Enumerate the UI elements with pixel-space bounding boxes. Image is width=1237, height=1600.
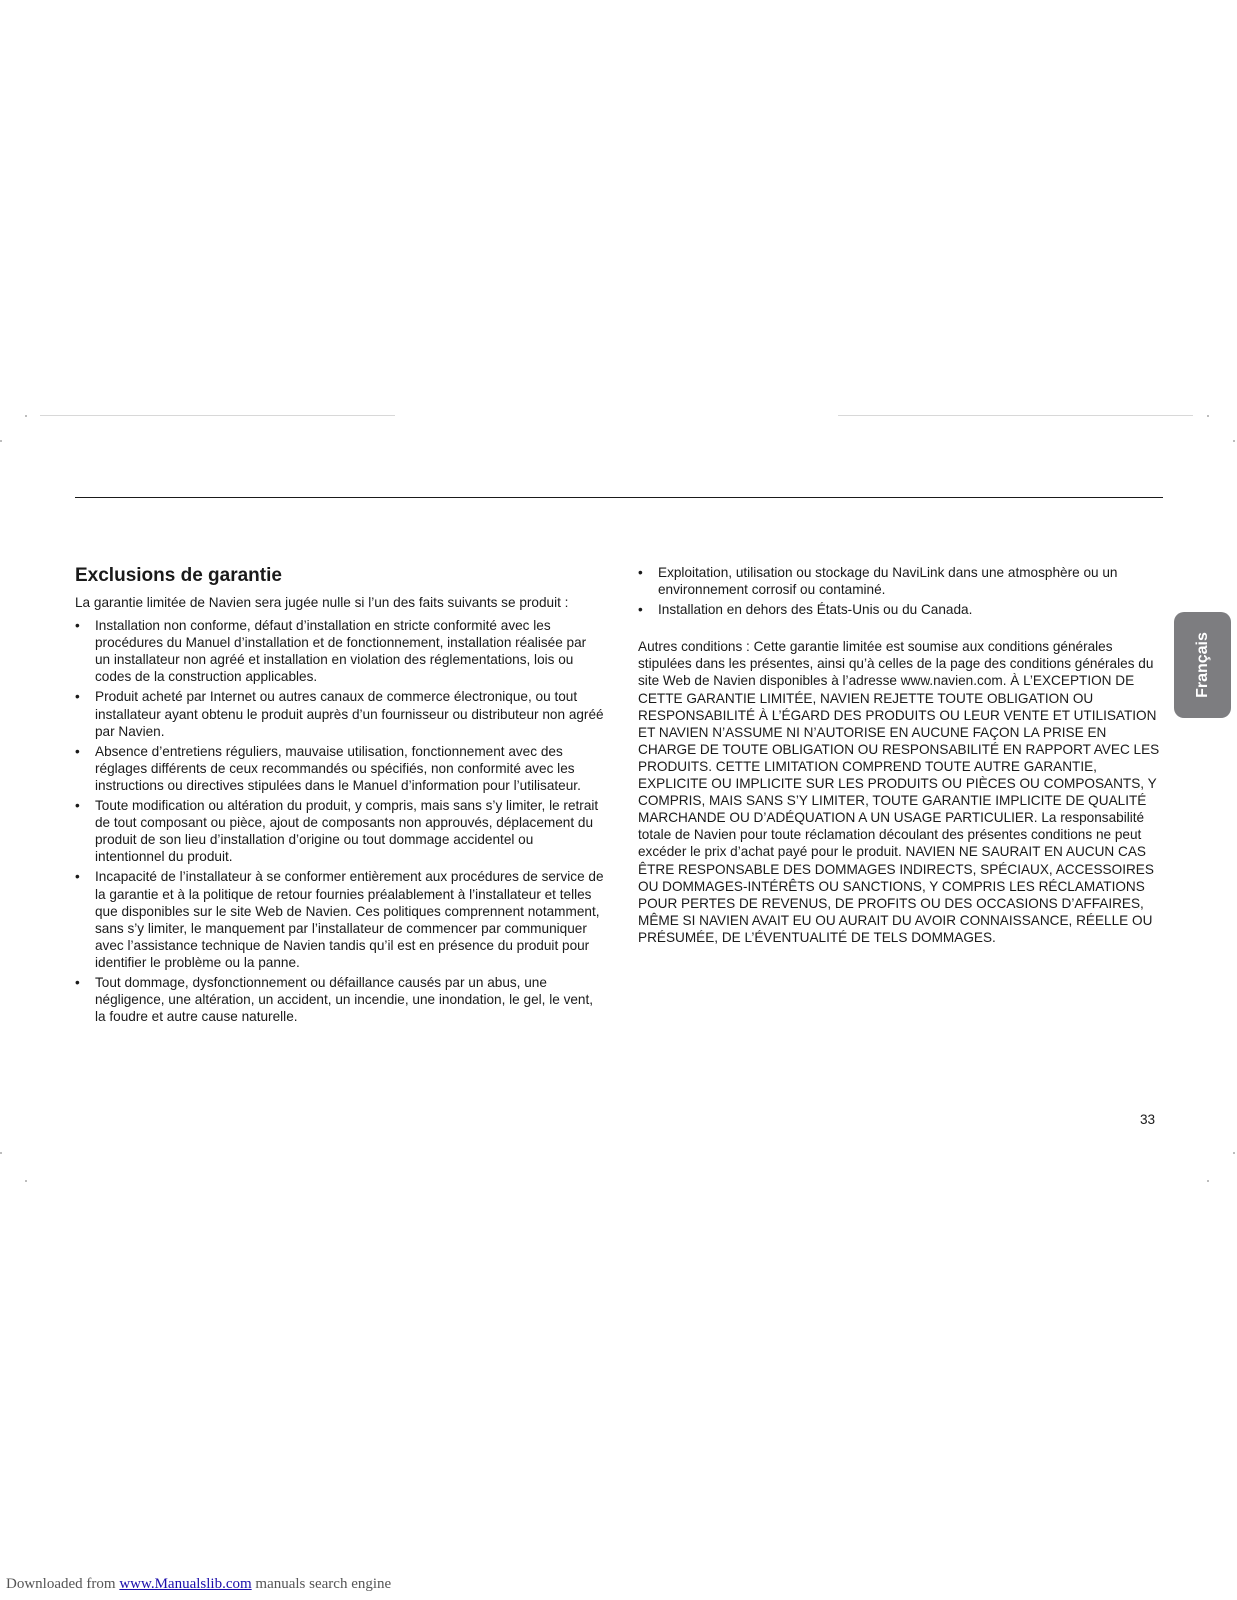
crop-dot — [1233, 440, 1235, 442]
exclusions-list-continued — [638, 564, 1168, 618]
list-item: • Installation non conforme, défaut d’installation en stricte conformité avec les procédures du Manuel d’installation et de fonctionnement, installation réalisée par un installateur non agréé et installation en violation des réglementations, lois ou codes de la construction applicables. — [75, 617, 605, 685]
language-tab — [1174, 612, 1231, 718]
footer-prefix: Downloaded from — [6, 1576, 120, 1592]
section-heading: Exclusions de garantie — [75, 565, 282, 586]
list-item: • Toute modification ou altération du produit, y compris, mais sans s’y limiter, le retrait de tout composant ou pièce, ajout de composants non approuvés, déplacement du produit de son lieu d’installation d’origine ou tout dommage accidentel ou intentionnel du produit. — [75, 797, 605, 865]
header-rule — [75, 497, 1163, 498]
right-column — [638, 564, 1168, 946]
page-number: 33 — [1140, 1112, 1156, 1127]
list-item: • Produit acheté par Internet ou autres canaux de commerce électronique, ou tout installateur ayant obtenu le produit auprès d’un fournisseur ou distributeur non agréé par Navien. — [75, 688, 605, 739]
language-tab-label: Français — [1193, 632, 1211, 698]
crop-dot — [1207, 1180, 1209, 1182]
crop-dot — [25, 415, 27, 417]
crop-line-right — [838, 415, 1193, 416]
manualslib-link[interactable]: www.Manualslib.com — [119, 1576, 252, 1592]
list-item: • Tout dommage, dysfonctionnement ou défaillance causés par un abus, une négligence, une altération, un accident, un incendie, une inondation, le gel, le vent, la foudre et autre cause naturelle. — [75, 974, 605, 1025]
list-item: • Incapacité de l’installateur à se conformer entièrement aux procédures de service de la garantie et à la politique de retour fournies préalablement à l’installateur et telles que disponibles sur le site Web de Navien. Ces politiques comprennent notamment, sans s’y limiter, le manquement par l’installateur de commencer par communiquer avec l’assistance technique de Navien tandis qu’il est en présence du produit pour identifier le problème ou la panne. — [75, 868, 605, 971]
download-footer — [6, 1576, 391, 1593]
list-item: • Installation en dehors des États-Unis ou du Canada. — [638, 601, 1168, 618]
footer-suffix: manuals search engine — [251, 1576, 392, 1592]
intro-text: La garantie limitée de Navien sera jugée nulle si l’un des faits suivants se produit : — [75, 595, 569, 610]
list-item: • Absence d’entretiens réguliers, mauvaise utilisation, fonctionnement avec des réglages différents de ceux recommandés ou spécifiés, non conformité avec les instructions ou directives stipulées dans le Manuel d’information pour l’utilisateur. — [75, 743, 605, 794]
crop-dot — [0, 440, 2, 442]
crop-line-left — [40, 415, 395, 416]
other-conditions-text: Autres conditions : Cette garantie limitée est soumise aux conditions générales stipulées dans les présentes, ainsi qu’à celles de la page des conditions générales du site Web de Navien disponibles à l’adresse www.navien.com. À L’EXCEPTION DE CETTE GARANTIE LIMITÉE, NAVIEN REJETTE TOUTE OBLIGATION OU RESPONSABILITÉ À L’ÉGARD DES PRODUITS OU LEUR VENTE ET UTILISATION ET NAVIEN N’ASSUME NI N’AUTORISE EN AUCUNE FAÇON LA PRISE EN CHARGE DE TOUTE OBLIGATION OU RESPONSABILITÉ EN RAPPORT AVEC LES PRODUITS. CETTE LIMITATION COMPREND TOUTE AUTRE GARANTIE, EXPLICITE OU IMPLICITE SUR LES PRODUITS OU PIÈCES OU COMPOSANTS, Y COMPRIS, MAIS SANS S’Y LIMITER, TOUTE GARANTIE IMPLICITE DE QUALITÉ MARCHANDE OU D’ADÉQUATION A UN USAGE PARTICULIER. La responsabilité totale de Navien pour toute réclamation découlant des présentes conditions ne peut excéder le prix d’achat payé pour le produit. NAVIEN NE SAURAIT EN AUCUN CAS ÊTRE RESPONSABLE DES DOMMAGES INDIRECTS, SPÉCIAUX, ACCESSOIRES OU DOMMAGES-INTÉRÊTS OU SANCTIONS, Y COMPRIS LES RÉCLAMATIONS POUR PERTES DE REVENUS, DE PROFITS OU DES OCCASIONS D’AFFAIRES, MÊME SI NAVIEN AVAIT EU OU AURAIT DU AVOIR CONNAISSANCE, RÉELLE OU PRÉSUMÉE, DE L’ÉVENTUALITÉ DE TELS DOMMAGES. — [638, 639, 1160, 945]
list-item: • Exploitation, utilisation ou stockage du NaviLink dans une atmosphère ou un environnement corrosif ou contaminé. — [638, 564, 1168, 598]
left-column — [75, 562, 605, 1028]
crop-dot — [1207, 415, 1209, 417]
crop-dot — [1233, 1152, 1235, 1154]
exclusions-list — [75, 617, 605, 1025]
crop-dot — [25, 1180, 27, 1182]
crop-dot — [0, 1152, 2, 1154]
